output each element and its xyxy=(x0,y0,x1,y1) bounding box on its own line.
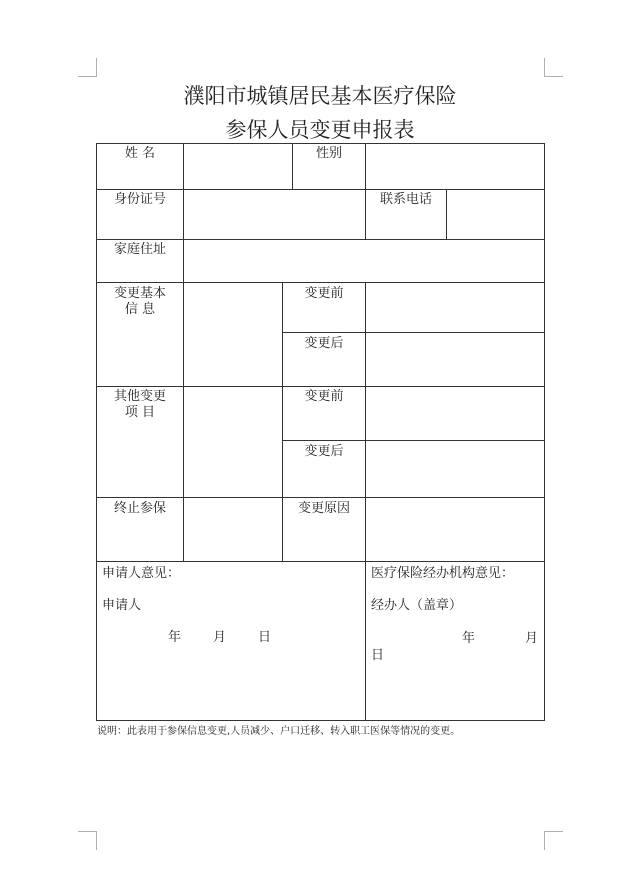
reason-label: 变更原因 xyxy=(297,501,350,516)
table-line xyxy=(282,282,283,561)
other-after-label: 变更后 xyxy=(304,444,344,459)
other-label-line1: 其他变更 xyxy=(113,389,166,404)
basic-after-label: 变更后 xyxy=(304,336,344,351)
basic-info-label-line1: 变更基本 xyxy=(113,286,166,301)
phone-label: 联系电话 xyxy=(379,192,432,207)
table-line xyxy=(365,561,366,721)
agency-opinion-label: 医疗保险经办机构意见： xyxy=(371,566,515,581)
other-label-line2: 项 目 xyxy=(124,405,156,420)
table-line xyxy=(96,282,545,283)
basic-info-label-line2: 信 息 xyxy=(124,302,156,317)
other-before-label: 变更前 xyxy=(304,389,344,404)
table-line xyxy=(365,282,366,561)
table-line xyxy=(96,239,545,240)
form-title: 濮阳市城镇居民基本医疗保险 xyxy=(183,84,457,108)
page-corner-mark xyxy=(78,831,97,850)
table-line xyxy=(96,561,545,562)
table-line xyxy=(96,720,545,721)
basic-before-label: 变更前 xyxy=(304,286,344,301)
table-line xyxy=(183,143,184,282)
table-line xyxy=(446,189,447,239)
agency-year-label: 年 xyxy=(462,631,476,646)
table-line xyxy=(96,143,97,721)
agency-handler-label: 经办人（盖章） xyxy=(371,598,463,613)
agency-month-label: 月 xyxy=(525,631,539,646)
applicant-opinion-label: 申请人意见： xyxy=(102,566,181,581)
applicant-signature-label: 申请人 xyxy=(102,598,142,613)
table-line xyxy=(96,497,545,498)
table-line xyxy=(96,143,545,144)
table-line xyxy=(282,332,545,333)
agency-day-label: 日 xyxy=(371,648,385,663)
table-line xyxy=(96,386,545,387)
table-line xyxy=(183,282,184,561)
gender-label: 性别 xyxy=(315,146,342,161)
applicant-month-label: 月 xyxy=(213,630,227,645)
table-line xyxy=(96,189,545,190)
id-number-label: 身份证号 xyxy=(113,192,166,207)
table-line xyxy=(544,143,545,721)
footnote: 说明：此表用于参保信息变更,人员减少、户口迁移、转入职工医保等情况的变更。 xyxy=(97,726,461,737)
applicant-day-label: 日 xyxy=(258,630,272,645)
page-corner-mark xyxy=(78,58,97,77)
form-subtitle: 参保人员变更申报表 xyxy=(225,118,415,142)
address-label: 家庭住址 xyxy=(113,242,166,257)
name-label: 姓 名 xyxy=(124,146,156,161)
table-line xyxy=(282,440,545,441)
page-corner-mark xyxy=(544,58,563,77)
applicant-year-label: 年 xyxy=(168,630,182,645)
page-corner-mark xyxy=(544,831,563,850)
terminate-label: 终止参保 xyxy=(113,501,166,516)
table-line xyxy=(365,143,366,189)
